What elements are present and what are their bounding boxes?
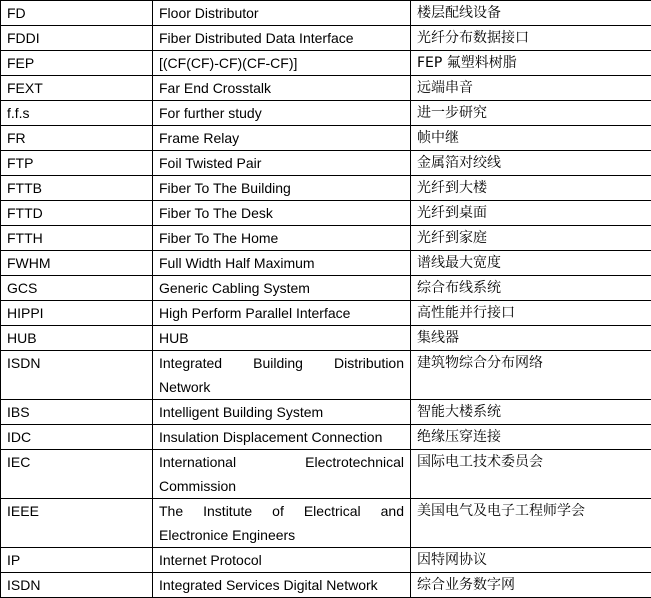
chinese-term-cell: 因特网协议 (411, 548, 651, 573)
full-term-cell: Fiber To The Building (153, 176, 411, 201)
chinese-term-cell: 光纤到大楼 (411, 176, 651, 201)
chinese-term-cell: 帧中继 (411, 126, 651, 151)
table-row (1, 326, 651, 351)
full-term-cell: High Perform Parallel Interface (153, 301, 411, 326)
table-row (1, 499, 651, 548)
table-row (1, 26, 651, 51)
chinese-term-cell: 集线器 (411, 326, 651, 351)
table-row (1, 450, 651, 499)
abbr-cell: IEEE (1, 499, 153, 548)
table-row (1, 400, 651, 425)
chinese-term-cell: 光纤到家庭 (411, 226, 651, 251)
full-term-cell: The Institute of Electrical and Electronice Engineers (153, 499, 411, 548)
abbr-cell: FR (1, 126, 153, 151)
table-row (1, 151, 651, 176)
chinese-term-cell: 综合布线系统 (411, 276, 651, 301)
full-term-cell: Foil Twisted Pair (153, 151, 411, 176)
chinese-term-cell: 光纤到桌面 (411, 201, 651, 226)
table-row (1, 101, 651, 126)
full-term-cell: Fiber To The Home (153, 226, 411, 251)
table-row (1, 301, 651, 326)
abbr-cell: ISDN (1, 573, 153, 598)
chinese-term-cell: 远端串音 (411, 76, 651, 101)
table-row (1, 51, 651, 76)
full-term-cell: Internet Protocol (153, 548, 411, 573)
chinese-term-cell: FEP 氟塑料树脂 (411, 51, 651, 76)
chinese-term-cell: 金属箔对绞线 (411, 151, 651, 176)
full-term-cell: Full Width Half Maximum (153, 251, 411, 276)
full-term-cell: Frame Relay (153, 126, 411, 151)
full-term-cell: [(CF(CF)-CF)(CF-CF)] (153, 51, 411, 76)
abbr-cell: IDC (1, 425, 153, 450)
chinese-term-cell: 光纤分布数据接口 (411, 26, 651, 51)
table-row (1, 425, 651, 450)
full-term-cell: Fiber To The Desk (153, 201, 411, 226)
chinese-term-cell: 进一步研究 (411, 101, 651, 126)
abbr-cell: f.f.s (1, 101, 153, 126)
full-term-cell: HUB (153, 326, 411, 351)
full-term-cell: Integrated Building Distribution Network (153, 351, 411, 400)
full-term-cell: Floor Distributor (153, 1, 411, 26)
abbr-cell: IEC (1, 450, 153, 499)
table-row (1, 201, 651, 226)
chinese-term-cell: 高性能并行接口 (411, 301, 651, 326)
table-row (1, 76, 651, 101)
chinese-term-cell: 谱线最大宽度 (411, 251, 651, 276)
chinese-term-cell: 建筑物综合分布网络 (411, 351, 651, 400)
full-term-cell: Far End Crosstalk (153, 76, 411, 101)
full-term-cell: Insulation Displacement Connection (153, 425, 411, 450)
table-row (1, 1, 651, 26)
abbr-cell: FTTB (1, 176, 153, 201)
abbr-cell: IBS (1, 400, 153, 425)
table-row (1, 573, 651, 598)
full-term-cell: International Electrotechnical Commission (153, 450, 411, 499)
abbr-cell: FWHM (1, 251, 153, 276)
abbr-cell: FEXT (1, 76, 153, 101)
table-row (1, 226, 651, 251)
full-term-cell: Generic Cabling System (153, 276, 411, 301)
full-term-cell: For further study (153, 101, 411, 126)
table-row (1, 176, 651, 201)
abbr-cell: FTTD (1, 201, 153, 226)
abbr-cell: FDDI (1, 26, 153, 51)
abbr-cell: FEP (1, 51, 153, 76)
table-row (1, 251, 651, 276)
abbr-cell: FD (1, 1, 153, 26)
abbr-cell: ISDN (1, 351, 153, 400)
abbr-cell: FTTH (1, 226, 153, 251)
full-term-cell: Fiber Distributed Data Interface (153, 26, 411, 51)
chinese-term-cell: 美国电气及电子工程师学会 (411, 499, 651, 548)
abbr-cell: GCS (1, 276, 153, 301)
chinese-term-cell: 智能大楼系统 (411, 400, 651, 425)
table-row (1, 548, 651, 573)
table-row (1, 351, 651, 400)
chinese-term-cell: 绝缘压穿连接 (411, 425, 651, 450)
chinese-term-cell: 楼层配线设备 (411, 1, 651, 26)
full-term-cell: Intelligent Building System (153, 400, 411, 425)
table-row (1, 126, 651, 151)
chinese-term-cell: 综合业务数字网 (411, 573, 651, 598)
chinese-term-cell: 国际电工技术委员会 (411, 450, 651, 499)
abbr-cell: IP (1, 548, 153, 573)
abbr-cell: HIPPI (1, 301, 153, 326)
full-term-cell: Integrated Services Digital Network (153, 573, 411, 598)
abbr-cell: FTP (1, 151, 153, 176)
abbr-cell: HUB (1, 326, 153, 351)
table-row (1, 276, 651, 301)
